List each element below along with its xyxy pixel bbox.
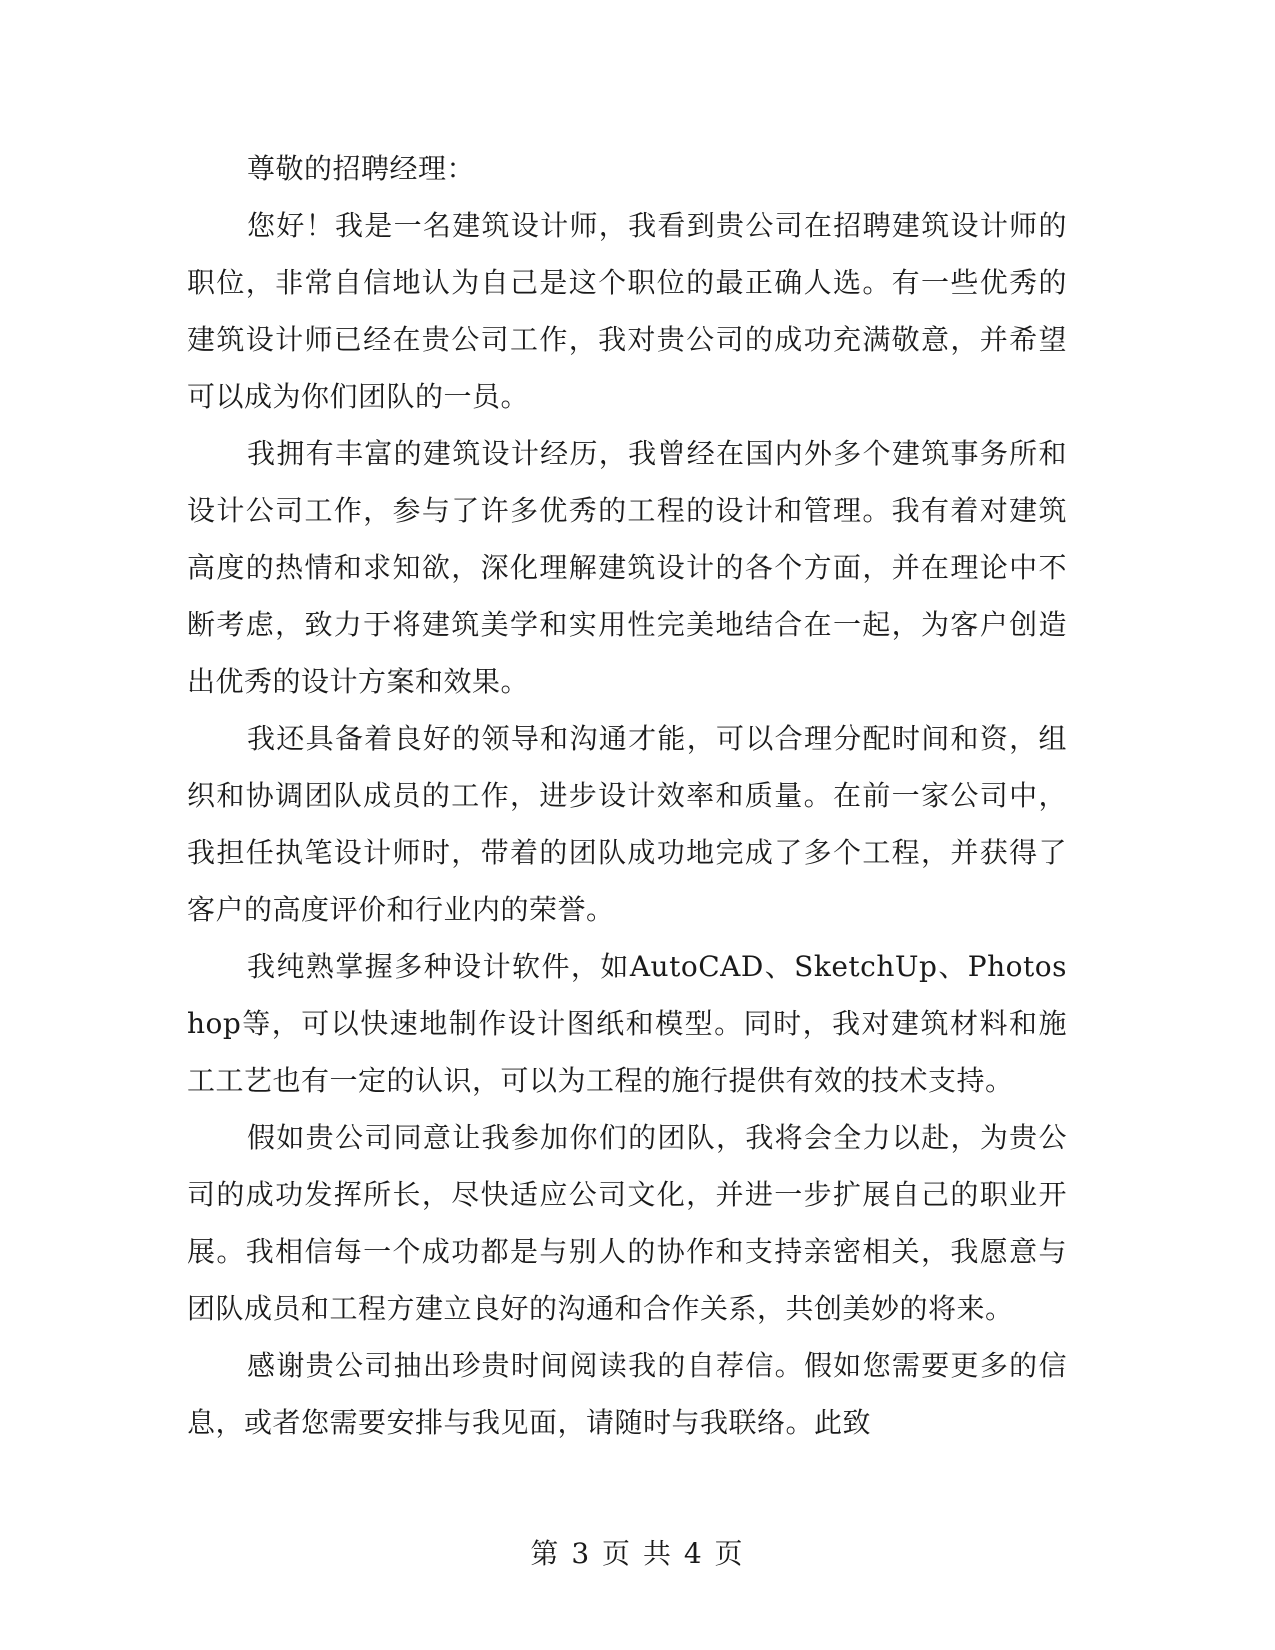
- page-number-footer: 第 3 页 共 4 页: [530, 1537, 745, 1570]
- salutation: 尊敬的招聘经理：: [247, 152, 476, 185]
- paragraph-commitment: 假如贵公司同意让我参加你们的团队，我将会全力以赴，为贵公司的成功发挥所长，尽快适应公司文化，并进一步扩展自己的职业开展。我相信每一个成功都是与别人的协作和支持亲密相关，我愿意与团队成员和工程方建立良好的沟通和合作关系，共创美妙的将来。: [187, 1121, 1067, 1325]
- paragraph-closing: 感谢贵公司抽出珍贵时间阅读我的自荐信。假如您需要更多的信息，或者您需要安排与我见面，请随时与我联络。此致: [187, 1349, 1067, 1439]
- paragraph-experience: 我拥有丰富的建筑设计经历，我曾经在国内外多个建筑事务所和设计公司工作，参与了许多优秀的工程的设计和管理。我有着对建筑高度的热情和求知欲，深化理解建筑设计的各个方面，并在理论中不断考虑，致力于将建筑美学和实用性完美地结合在一起，为客户创造出优秀的设计方案和效果。: [187, 437, 1067, 698]
- paragraph-software: 我纯熟掌握多种设计软件，如AutoCAD、SketchUp、Photoshop等，可以快速地制作设计图纸和模型。同时，我对建筑材料和施工工艺也有一定的认识，可以为工程的施行提供有效的技术支持。: [187, 950, 1067, 1097]
- letter-body: [187, 140, 1067, 1451]
- paragraph-greeting: 您好！我是一名建筑设计师，我看到贵公司在招聘建筑设计师的职位，非常自信地认为自己是这个职位的最正确人选。有一些优秀的建筑设计师已经在贵公司工作，我对贵公司的成功充满敬意，并希望可以成为你们团队的一员。: [187, 209, 1067, 413]
- paragraph-leadership: 我还具备着良好的领导和沟通才能，可以合理分配时间和资，组织和协调团队成员的工作，进步设计效率和质量。在前一家公司中，我担任执笔设计师时，带着的团队成功地完成了多个工程，并获得了客户的高度评价和行业内的荣誉。: [187, 722, 1067, 926]
